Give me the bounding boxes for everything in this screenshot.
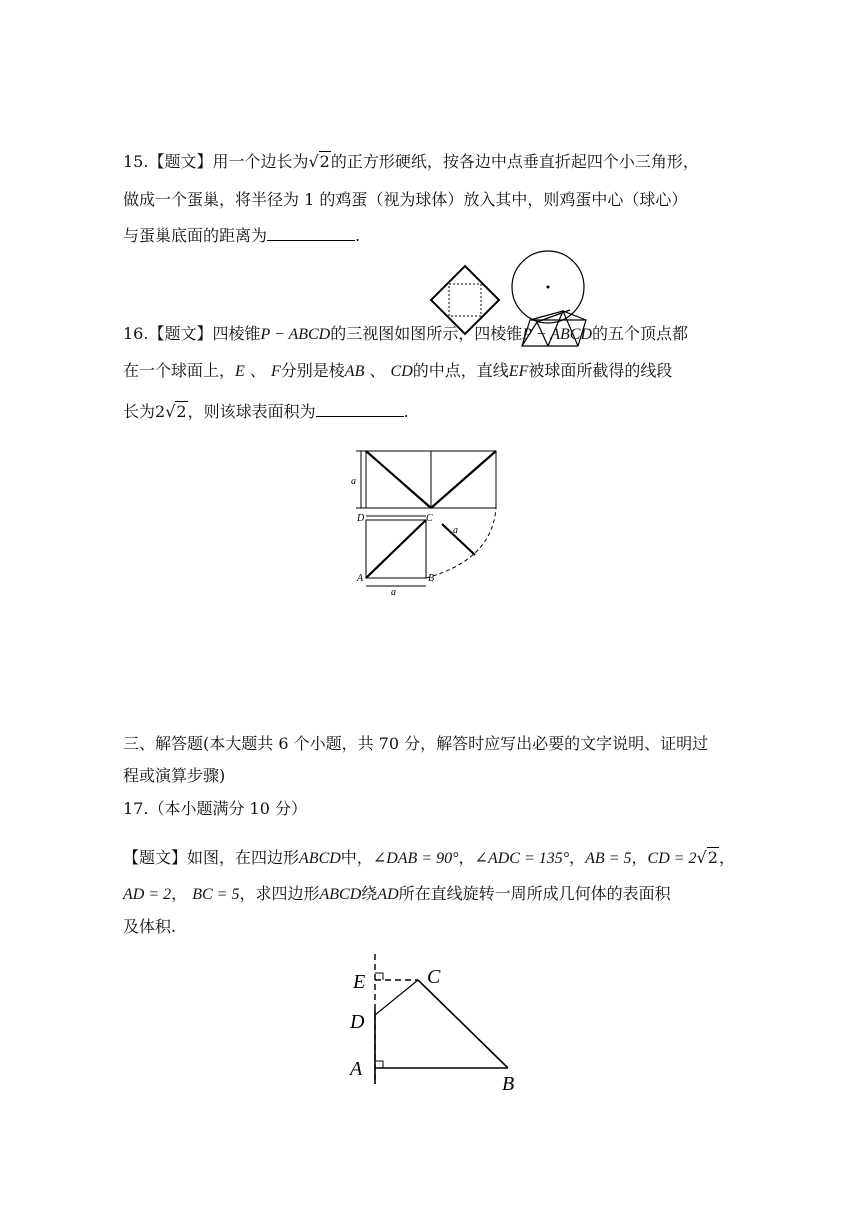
q16-line-1: 16.【题文】四棱锥P − ABCD的三视图如图所示，四棱锥P − ABCD的五个顶点都 bbox=[123, 324, 689, 343]
fig16-label-a2: a bbox=[453, 525, 458, 536]
right-angle-A bbox=[375, 1061, 383, 1068]
section3-line-1: 三、解答题(本大题共 6 个小题，共 70 分，解答时应写出必要的文字说明、证明过 bbox=[123, 734, 709, 753]
pyramid-name-2: P − ABCD bbox=[522, 326, 592, 343]
q15-text-1b: 的正方形硬纸，按各边中点垂直折起四个小三角形， bbox=[330, 152, 699, 171]
fig16-label-C: C bbox=[426, 513, 433, 524]
fig16-label-a3: a bbox=[391, 587, 396, 598]
sqrt-symbol: √ bbox=[308, 152, 319, 171]
q17-header: 17.（本小题满分 10 分） bbox=[123, 799, 307, 818]
q15-line-3: 与蛋巢底面的距离为 . bbox=[123, 226, 361, 245]
q15-text-1a: 15.【题文】用一个边长为 bbox=[123, 152, 309, 171]
q15-line-2: 做成一个蛋巢，将半径为 1 的鸡蛋（视为球体）放入其中，则鸡蛋中心（球心） bbox=[123, 190, 688, 209]
q15-text-3: 与蛋巢底面的距离为 bbox=[123, 226, 268, 245]
pyramid-name: P − ABCD bbox=[260, 326, 331, 343]
segment-DC bbox=[375, 980, 418, 1015]
right-angle-E bbox=[375, 973, 383, 980]
q17-line-3: 及体积. bbox=[123, 917, 177, 936]
q17-line-2: AD = 2， BC = 5，求四边形ABCD绕AD所在直线旋转一周所成几何体的表面积 bbox=[123, 884, 671, 903]
q17-line-1: 【题文】如图，在四边形ABCD中，∠DAB = 90°，∠ADC = 135°，AB = 5，CD = 2√2， bbox=[123, 848, 735, 867]
q16-line-3: 长为2√2，则该球表面积为 . bbox=[123, 402, 409, 421]
fig16-label-A: A bbox=[357, 573, 364, 584]
q15-sqrt-value: 2 bbox=[319, 152, 330, 171]
fig16-label-a1: a bbox=[351, 476, 356, 487]
fig17-label-C: C bbox=[427, 966, 441, 988]
fig17-label-D: D bbox=[350, 1011, 365, 1033]
segment-CB bbox=[418, 980, 508, 1068]
fig17-label-A: A bbox=[350, 1058, 363, 1080]
fig17-label-E: E bbox=[353, 971, 366, 993]
section3-line-2: 程或演算步骤) bbox=[123, 766, 226, 785]
fig16-label-B: B bbox=[428, 573, 435, 584]
fig16-label-D: D bbox=[357, 513, 365, 524]
q16-line-2: 在一个球面上，E 、 F分别是棱AB 、 CD的中点，直线EF被球面所截得的线段 bbox=[123, 361, 673, 380]
fig17-label-B: B bbox=[502, 1073, 515, 1095]
